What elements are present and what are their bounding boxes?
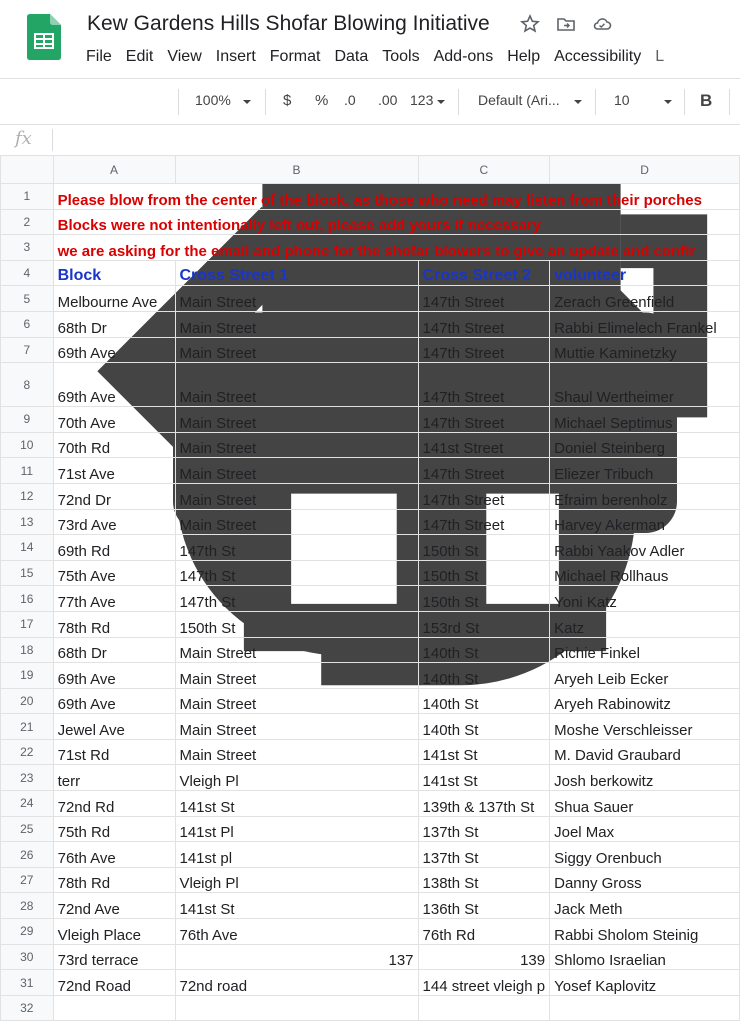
- cell[interactable]: 150th St: [175, 611, 418, 637]
- row-header[interactable]: 21: [1, 714, 54, 740]
- table-row: [1, 637, 740, 663]
- cell[interactable]: 141st St: [418, 765, 550, 791]
- cell[interactable]: Main Street: [175, 739, 418, 765]
- menu-cut-off[interactable]: L: [655, 48, 665, 65]
- header-cell[interactable]: Cross Street 2: [418, 260, 550, 286]
- cell[interactable]: 147th St: [175, 560, 418, 586]
- table-row: [1, 995, 740, 1021]
- cell[interactable]: Yosef Kaplovitz: [550, 970, 740, 996]
- cell[interactable]: Rabbi Sholom Steinig: [550, 919, 740, 945]
- column-header[interactable]: B: [175, 156, 418, 184]
- menu-bar: [86, 48, 678, 66]
- row-header[interactable]: 31: [1, 970, 54, 996]
- header-cell[interactable]: volunteer: [550, 260, 740, 286]
- chevron-down-icon[interactable]: [663, 97, 673, 107]
- menu-edit[interactable]: Edit: [125, 48, 154, 65]
- cell[interactable]: 147th Street: [418, 407, 550, 433]
- cell[interactable]: Yoni Katz: [550, 586, 740, 612]
- cell[interactable]: 141st St: [175, 791, 418, 817]
- cell[interactable]: 150th St: [418, 586, 550, 612]
- cell[interactable]: Doniel Steinberg: [550, 432, 740, 458]
- cell[interactable]: Shlomo Israelian: [550, 944, 740, 970]
- cell[interactable]: Jewel Ave: [53, 714, 175, 740]
- cell[interactable]: Main Street: [175, 363, 418, 407]
- cell[interactable]: Eliezer Tribuch: [550, 458, 740, 484]
- cell[interactable]: 147th Street: [418, 311, 550, 337]
- fx-label: fx: [15, 128, 32, 149]
- cell[interactable]: 137th St: [418, 816, 550, 842]
- cell[interactable]: 140th St: [418, 637, 550, 663]
- more-formats-button[interactable]: 123: [410, 92, 434, 108]
- row-header[interactable]: 17: [1, 611, 54, 637]
- column-header[interactable]: C: [418, 156, 550, 184]
- cell[interactable]: 153rd St: [418, 611, 550, 637]
- cell[interactable]: 147th Street: [418, 337, 550, 363]
- menu-help[interactable]: Help: [507, 48, 541, 65]
- menu-view[interactable]: View: [167, 48, 202, 65]
- row-header[interactable]: 6: [1, 311, 54, 337]
- row-header[interactable]: 7: [1, 337, 54, 363]
- row-header[interactable]: 10: [1, 432, 54, 458]
- row-header[interactable]: 8: [1, 363, 54, 407]
- cell[interactable]: 69th Ave: [53, 363, 175, 407]
- cell[interactable]: 73rd Ave: [53, 509, 175, 535]
- table-row: [1, 842, 740, 868]
- cell[interactable]: Katz: [550, 611, 740, 637]
- cell[interactable]: 71st Ave: [53, 458, 175, 484]
- row-header[interactable]: 19: [1, 663, 54, 689]
- cell[interactable]: 147th Street: [418, 458, 550, 484]
- cell[interactable]: 69th Rd: [53, 535, 175, 561]
- cell[interactable]: 147th Street: [418, 483, 550, 509]
- cell[interactable]: [418, 995, 550, 1021]
- cell[interactable]: [53, 995, 175, 1021]
- row-header[interactable]: 27: [1, 867, 54, 893]
- cell[interactable]: 147th Street: [418, 363, 550, 407]
- cell[interactable]: Main Street: [175, 688, 418, 714]
- cell[interactable]: Main Street: [175, 458, 418, 484]
- cell[interactable]: Shua Sauer: [550, 791, 740, 817]
- cell[interactable]: 72nd Ave: [53, 893, 175, 919]
- row-header[interactable]: 26: [1, 842, 54, 868]
- table-row: [1, 765, 740, 791]
- cell[interactable]: Main Street: [175, 337, 418, 363]
- row-header[interactable]: 16: [1, 586, 54, 612]
- table-row: [1, 663, 740, 689]
- select-all-corner[interactable]: [1, 156, 54, 184]
- cell[interactable]: 147th St: [175, 586, 418, 612]
- cell[interactable]: Main Street: [175, 509, 418, 535]
- table-row: [1, 560, 740, 586]
- cell[interactable]: 137th St: [418, 842, 550, 868]
- cell[interactable]: 150th St: [418, 560, 550, 586]
- table-row: [1, 483, 740, 509]
- cell[interactable]: 138th St: [418, 867, 550, 893]
- note-cell[interactable]: Blocks were not intentionally left out, please add yours if necessary: [53, 209, 739, 235]
- cloud-status-icon[interactable]: [592, 14, 612, 34]
- cell[interactable]: 69th Ave: [53, 337, 175, 363]
- table-row: [1, 791, 740, 817]
- cell[interactable]: 70th Rd: [53, 432, 175, 458]
- cell[interactable]: [175, 995, 418, 1021]
- cell[interactable]: 141st St: [418, 739, 550, 765]
- cell[interactable]: 73rd terrace: [53, 944, 175, 970]
- row-header[interactable]: 23: [1, 765, 54, 791]
- cell[interactable]: Richie Finkel: [550, 637, 740, 663]
- formula-bar: [0, 124, 740, 156]
- cell[interactable]: 137: [175, 944, 418, 970]
- note-cell[interactable]: we are asking for the email and phone for the shofar blowers to give an update and confir: [53, 235, 739, 261]
- cell[interactable]: 68th Dr: [53, 311, 175, 337]
- percent-button[interactable]: %: [315, 92, 329, 109]
- cell[interactable]: Moshe Verschleisser: [550, 714, 740, 740]
- cell[interactable]: Josh berkowitz: [550, 765, 740, 791]
- table-row: [1, 235, 740, 261]
- menu-format[interactable]: Format: [269, 48, 321, 65]
- table-row: [1, 944, 740, 970]
- menu-insert[interactable]: Insert: [215, 48, 256, 65]
- row-header[interactable]: 3: [1, 235, 54, 261]
- cell[interactable]: Main Street: [175, 663, 418, 689]
- cell[interactable]: Main Street: [175, 432, 418, 458]
- decrease-decimal-button[interactable]: .0: [344, 92, 356, 108]
- table-row: [1, 184, 740, 210]
- table-row: [1, 919, 740, 945]
- row-header[interactable]: 2: [1, 209, 54, 235]
- chevron-down-icon[interactable]: [573, 97, 583, 107]
- cell[interactable]: Main Street: [175, 483, 418, 509]
- cell[interactable]: Danny Gross: [550, 867, 740, 893]
- cell[interactable]: 72nd Rd: [53, 791, 175, 817]
- table-row: [1, 867, 740, 893]
- row-header[interactable]: 32: [1, 995, 54, 1021]
- cell[interactable]: 78th Rd: [53, 867, 175, 893]
- currency-button[interactable]: $: [283, 92, 292, 109]
- cell[interactable]: 150th St: [418, 535, 550, 561]
- table-row: [1, 970, 740, 996]
- cell[interactable]: 147th St: [175, 535, 418, 561]
- cell[interactable]: Efraim berenholz: [550, 483, 740, 509]
- cell[interactable]: Aryeh Leib Ecker: [550, 663, 740, 689]
- table-row: [1, 714, 740, 740]
- cell[interactable]: Aryeh Rabinowitz: [550, 688, 740, 714]
- cell[interactable]: 144 street vleigh p: [418, 970, 550, 996]
- cell[interactable]: 140th St: [418, 663, 550, 689]
- table-row: [1, 893, 740, 919]
- note-cell[interactable]: Please blow from the center of the block, as those who need may listen from their porches: [53, 184, 739, 210]
- table-row: [1, 286, 740, 312]
- cell[interactable]: Main Street: [175, 286, 418, 312]
- header-cell[interactable]: Cross Street 1: [175, 260, 418, 286]
- row-header[interactable]: 4: [1, 260, 54, 286]
- row-header[interactable]: 11: [1, 458, 54, 484]
- table-row: [1, 586, 740, 612]
- move-folder-icon[interactable]: [556, 14, 576, 34]
- bold-button[interactable]: B: [700, 91, 713, 110]
- cell[interactable]: 75th Rd: [53, 816, 175, 842]
- cell[interactable]: Harvey Akerman: [550, 509, 740, 535]
- title-bar: [0, 0, 740, 78]
- cell[interactable]: terr: [53, 765, 175, 791]
- table-row: [1, 509, 740, 535]
- toolbar: [0, 78, 740, 125]
- cell[interactable]: Main Street: [175, 714, 418, 740]
- row-header[interactable]: 24: [1, 791, 54, 817]
- cell[interactable]: 141st Pl: [175, 816, 418, 842]
- increase-decimal-button[interactable]: .00: [378, 92, 398, 108]
- row-header[interactable]: 30: [1, 944, 54, 970]
- table-row: [1, 739, 740, 765]
- cell[interactable]: Main Street: [175, 407, 418, 433]
- cell[interactable]: 141st Street: [418, 432, 550, 458]
- cell[interactable]: Rabbi Elimelech Frankel: [550, 311, 740, 337]
- chevron-down-icon[interactable]: [436, 97, 446, 107]
- cell[interactable]: 76th Ave: [53, 842, 175, 868]
- row-header[interactable]: 29: [1, 919, 54, 945]
- zoom-select[interactable]: 100%: [195, 92, 231, 108]
- row-header[interactable]: 5: [1, 286, 54, 312]
- menu-file[interactable]: File: [86, 48, 112, 65]
- menu-data[interactable]: Data: [334, 48, 369, 65]
- cell[interactable]: Michael Rollhaus: [550, 560, 740, 586]
- row-header[interactable]: 28: [1, 893, 54, 919]
- table-row: [1, 432, 740, 458]
- cell[interactable]: Rabbi Yaakov Adler: [550, 535, 740, 561]
- row-header[interactable]: 22: [1, 739, 54, 765]
- table-row: [1, 688, 740, 714]
- row-header[interactable]: 12: [1, 483, 54, 509]
- row-header[interactable]: 1: [1, 184, 54, 210]
- table-row: [1, 458, 740, 484]
- menu-tools[interactable]: Tools: [382, 48, 420, 65]
- cell[interactable]: 136th St: [418, 893, 550, 919]
- cell[interactable]: 147th Street: [418, 509, 550, 535]
- cell[interactable]: Vleigh Pl: [175, 765, 418, 791]
- formula-input[interactable]: [60, 131, 730, 151]
- document-title[interactable]: Kew Gardens Hills Shofar Blowing Initiative: [87, 12, 490, 35]
- cell[interactable]: 68th Dr: [53, 637, 175, 663]
- cell[interactable]: Siggy Orenbuch: [550, 842, 740, 868]
- cell[interactable]: 71st Rd: [53, 739, 175, 765]
- sheets-logo-icon[interactable]: [27, 14, 61, 60]
- cell[interactable]: 69th Ave: [53, 688, 175, 714]
- cell[interactable]: Michael Septimus: [550, 407, 740, 433]
- cell[interactable]: 76th Ave: [175, 919, 418, 945]
- cell[interactable]: Shaul Wertheimer: [550, 363, 740, 407]
- cell[interactable]: 76th Rd: [418, 919, 550, 945]
- cell[interactable]: Melbourne Ave: [53, 286, 175, 312]
- cell[interactable]: 78th Rd: [53, 611, 175, 637]
- star-icon[interactable]: [520, 14, 540, 34]
- spreadsheet-grid: [0, 155, 740, 1021]
- row-header[interactable]: 15: [1, 560, 54, 586]
- cell[interactable]: 139th & 137th St: [418, 791, 550, 817]
- cell[interactable]: 141st pl: [175, 842, 418, 868]
- table-row: [1, 337, 740, 363]
- column-header[interactable]: A: [53, 156, 175, 184]
- table-row: [1, 535, 740, 561]
- cell[interactable]: Jack Meth: [550, 893, 740, 919]
- cell[interactable]: Main Street: [175, 311, 418, 337]
- table-row: [1, 311, 740, 337]
- cell[interactable]: Main Street: [175, 637, 418, 663]
- row-header[interactable]: 13: [1, 509, 54, 535]
- table-row: [1, 407, 740, 433]
- chevron-down-icon[interactable]: [242, 97, 252, 107]
- cell[interactable]: 147th Street: [418, 286, 550, 312]
- cell[interactable]: 70th Ave: [53, 407, 175, 433]
- row-header[interactable]: 14: [1, 535, 54, 561]
- font-size-select[interactable]: 10: [614, 92, 630, 108]
- cell[interactable]: Muttie Kaminetzky: [550, 337, 740, 363]
- cell[interactable]: 72nd Road: [53, 970, 175, 996]
- font-select[interactable]: Default (Ari...: [478, 92, 560, 108]
- table-row: [1, 611, 740, 637]
- column-header-row: [1, 156, 740, 184]
- cell[interactable]: Zerach Greenfield: [550, 286, 740, 312]
- cell[interactable]: 140th St: [418, 714, 550, 740]
- row-header[interactable]: 25: [1, 816, 54, 842]
- table-row: [1, 363, 740, 407]
- cell[interactable]: Vleigh Pl: [175, 867, 418, 893]
- cell[interactable]: [550, 995, 740, 1021]
- header-cell[interactable]: Block: [53, 260, 175, 286]
- cell[interactable]: 69th Ave: [53, 663, 175, 689]
- cell[interactable]: M. David Graubard: [550, 739, 740, 765]
- cell[interactable]: 141st St: [175, 893, 418, 919]
- menu-accessibility[interactable]: Accessibility: [554, 48, 642, 65]
- column-header[interactable]: D: [550, 156, 740, 184]
- table-row: [1, 816, 740, 842]
- menu-addons[interactable]: Add-ons: [433, 48, 494, 65]
- cell[interactable]: 75th Ave: [53, 560, 175, 586]
- row-header[interactable]: 20: [1, 688, 54, 714]
- table-row: [1, 209, 740, 235]
- header-row: [1, 260, 740, 286]
- row-header[interactable]: 9: [1, 407, 54, 433]
- cell[interactable]: 140th St: [418, 688, 550, 714]
- cell[interactable]: 72nd Dr: [53, 483, 175, 509]
- cell[interactable]: Vleigh Place: [53, 919, 175, 945]
- cell[interactable]: Joel Max: [550, 816, 740, 842]
- cell[interactable]: 77th Ave: [53, 586, 175, 612]
- cell[interactable]: 72nd road: [175, 970, 418, 996]
- row-header[interactable]: 18: [1, 637, 54, 663]
- cell[interactable]: 139: [418, 944, 550, 970]
